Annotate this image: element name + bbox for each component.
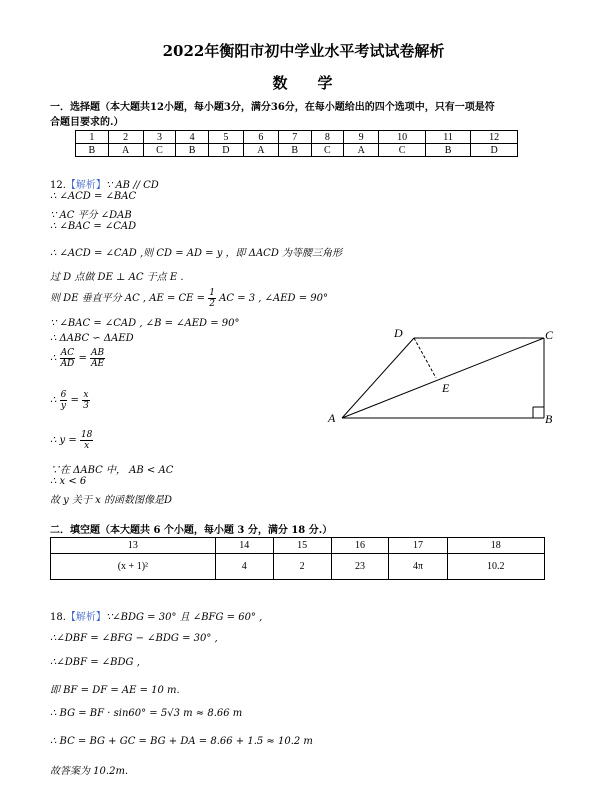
choice-answer-cell-4: B [176, 144, 209, 157]
q12-line-11: ∴ $\frac{6}{y}$ = $\frac{x}{3}$ [50, 390, 89, 411]
fraction-18-x [80, 430, 93, 451]
choice-number-cell-11: 11 [425, 131, 470, 144]
choice-number-cell-3: 3 [143, 131, 176, 144]
q18-line-7: 故答案为 10.2m. [50, 766, 129, 777]
q12-text-12: ∴ y = [50, 435, 77, 446]
frac-num: AC [60, 348, 75, 358]
fill-answer-cell-1: (x + 1)² [51, 554, 216, 580]
choice-answer-cell-10: C [379, 144, 426, 157]
label-c: C [545, 328, 554, 342]
choice-number-cell-1: 1 [76, 131, 109, 144]
q12-line-8: ∵ ∠BAC = ∠CAD , ∠B = ∠AED = 90° [50, 318, 240, 329]
q18-line-2: ∴∠DBF = ∠BFG − ∠BDG = 30° , [50, 633, 218, 644]
label-e: E [442, 381, 450, 395]
q18-text-1: ∵∠BDG = 30° 且 ∠BFG = 60° , [105, 612, 263, 623]
choice-answer-cell-9: A [344, 144, 379, 157]
label-d: D [394, 326, 403, 340]
q12-line-3: ∵ AC 平分 ∠DAB [50, 210, 132, 221]
fill-number-cell-4: 16 [331, 538, 389, 554]
q12-text-1: ∵ AB // CD [105, 180, 159, 191]
q18-number: 18. [50, 612, 66, 623]
fill-answer-table [50, 537, 545, 580]
fraction-x-3 [82, 390, 90, 411]
fill-number-cell-1: 13 [51, 538, 216, 554]
q18-line-4: 即 BF = DF = AE = 10 m. [50, 685, 180, 696]
segment-ad [342, 338, 414, 418]
frac-den: 3 [83, 401, 89, 411]
choice-number-row [76, 131, 518, 144]
q12-line-13: ∵在 ΔABC 中， AB < AC [50, 465, 174, 476]
fraction-ac-ad [60, 348, 76, 369]
fraction-6-y [60, 390, 68, 411]
section2-heading: 二．填空题（本大题共 6 个小题，每小题 3 分，满分 18 分.） [50, 525, 333, 536]
section1-heading-line1: 一．选择题（本大题共12小题，每小题3分，满分36分，在每小题给出的四个选项中，只有一项是符 [50, 102, 495, 113]
frac-den: AE [91, 359, 105, 369]
q12-line-15: 故 y 关于 x 的函数图像是D [50, 495, 173, 506]
fraction-one-half [208, 288, 216, 309]
fill-answer-cell-6: 10.2 [447, 554, 544, 580]
frac-num: 6 [60, 390, 67, 400]
choice-number-cell-12: 12 [471, 131, 518, 144]
therefore-symbol: ∴ [50, 353, 57, 364]
q18-line-1 [50, 608, 262, 623]
choice-number-cell-8: 8 [311, 131, 344, 144]
fill-answer-cell-2: 4 [215, 554, 273, 580]
frac-den: AD [60, 359, 75, 369]
q18-line-5: ∴ BG = BF · sin60° = 5√3 m ≈ 8.66 m [50, 708, 243, 719]
q18-analysis-tag: 【解析】 [65, 612, 106, 623]
q12-line-7 [50, 288, 328, 309]
q12-text-7a: 则 DE 垂直平分 AC , AE = CE = [50, 293, 206, 304]
choice-number-cell-7: 7 [278, 131, 311, 144]
q12-line-12 [50, 430, 93, 451]
label-b: B [545, 412, 553, 426]
subject-char-2: 学 [317, 74, 335, 92]
fill-answer-row [51, 554, 545, 580]
choice-number-cell-9: 9 [344, 131, 379, 144]
segment-ac [342, 338, 544, 418]
page-title: 2022年衡阳市初中学业水平考试试卷解析 [162, 42, 445, 60]
choice-answer-cell-2: A [108, 144, 143, 157]
fill-answer-cell-3: 2 [273, 554, 331, 580]
choice-answer-cell-8: C [311, 144, 344, 157]
fill-number-cell-6: 18 [447, 538, 544, 554]
section1-heading-line2: 合题目要求的.） [50, 117, 124, 128]
q12-line-9: ∴ ΔABC ∽ ΔAED [50, 333, 134, 344]
frac-num: 18 [80, 430, 93, 440]
choice-answer-cell-1: B [76, 144, 109, 157]
choice-answer-cell-11: B [425, 144, 470, 157]
fraction-ab-ae [90, 348, 105, 369]
frac-den: y [60, 401, 66, 411]
frac-num: AB [91, 348, 105, 358]
choice-number-cell-2: 2 [108, 131, 143, 144]
q12-line-2: ∴ ∠ACD = ∠BAC [50, 191, 137, 202]
choice-answer-table [75, 130, 518, 157]
choice-answer-cell-12: D [471, 144, 518, 157]
choice-number-cell-4: 4 [176, 131, 209, 144]
frac-den: 2 [209, 299, 215, 309]
segment-de [414, 338, 436, 378]
subject-heading [0, 72, 607, 93]
frac-num: 1 [209, 288, 215, 298]
q12-analysis-tag: 【解析】 [65, 180, 106, 191]
q12-text-7b: AC = 3 , ∠AED = 90° [219, 293, 329, 304]
q12-line-14: ∴ x < 6 [50, 476, 87, 487]
choice-answer-cell-7: B [278, 144, 311, 157]
subject-char-1: 数 [272, 74, 290, 92]
geometry-figure [320, 322, 560, 432]
fill-number-row [51, 538, 545, 554]
label-a: A [328, 411, 336, 425]
fill-number-cell-3: 15 [273, 538, 331, 554]
fill-number-cell-2: 14 [215, 538, 273, 554]
frac-num: x [83, 390, 89, 400]
choice-answer-row [76, 144, 518, 157]
q12-line-1 [50, 176, 159, 191]
choice-answer-cell-3: C [143, 144, 176, 157]
q12-line-6: 过 D 点做 DE ⊥ AC 于点 E . [50, 272, 184, 283]
choice-answer-cell-5: D [208, 144, 243, 157]
frac-den: x [84, 441, 90, 451]
q18-line-6: ∴ BC = BG + GC = BG + DA = 8.66 + 1.5 ≈ 10.2 m [50, 736, 313, 747]
choice-number-cell-10: 10 [379, 131, 426, 144]
q12-line-10: ∴ $\frac{AC}{AD}$ = $\frac{AB}{AE}$ [50, 348, 105, 369]
q18-line-3: ∴∠DBF = ∠BDG , [50, 657, 140, 668]
q12-number: 12. [50, 180, 66, 191]
fill-number-cell-5: 17 [389, 538, 447, 554]
therefore-symbol: ∴ [50, 395, 57, 406]
q12-line-4: ∴ ∠BAC = ∠CAD [50, 221, 137, 232]
fill-answer-cell-5: 4π [389, 554, 447, 580]
fill-answer-cell-4: 23 [331, 554, 389, 580]
q12-line-5: ∴ ∠ACD = ∠CAD ,则 CD = AD = y ，即 ΔACD 为等腰三角形 [50, 248, 343, 259]
choice-answer-cell-6: A [243, 144, 278, 157]
choice-number-cell-6: 6 [243, 131, 278, 144]
choice-number-cell-5: 5 [208, 131, 243, 144]
